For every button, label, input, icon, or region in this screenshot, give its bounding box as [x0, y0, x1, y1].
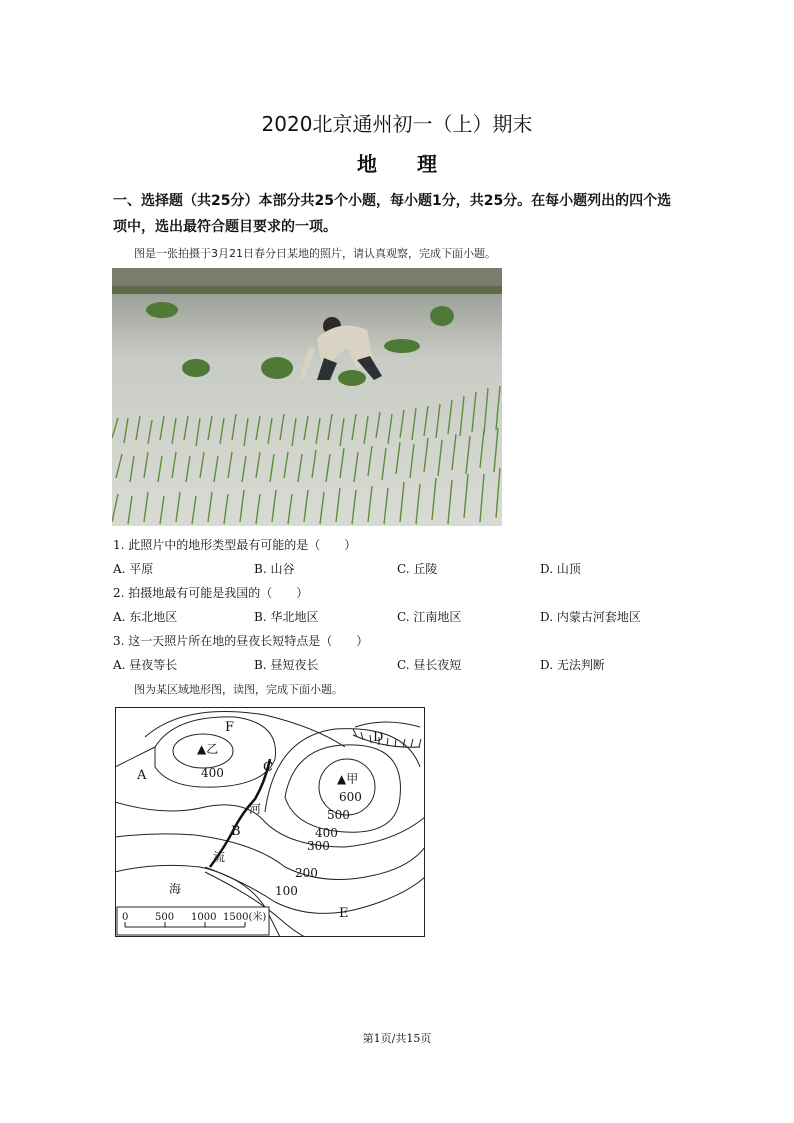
contour-label-200: 200	[295, 866, 318, 880]
map-label-c: C	[263, 760, 273, 775]
rice-paddy-photo	[112, 268, 502, 526]
question-2-stem: 2. 拍摄地最有可能是我国的（ ）	[113, 586, 309, 600]
contour-label-400: 400	[315, 826, 338, 840]
contour-label-300: 300	[307, 839, 330, 853]
contour-label-400-yi: 400	[201, 766, 224, 780]
q2-option-c: C. 江南地区	[397, 610, 462, 624]
q2-option-d: D. 内蒙古河套地区	[540, 610, 641, 624]
peak-jia-label: ▲甲	[337, 772, 359, 786]
question-1-stem: 1. 此照片中的地形类型最有可能的是（ ）	[113, 538, 357, 552]
contour-label-100: 100	[275, 884, 298, 898]
river-label-liu: 流	[213, 850, 226, 864]
scale-1000: 1000	[191, 912, 217, 923]
q3-option-d: D. 无法判断	[540, 658, 605, 672]
contour-label-600: 600	[339, 790, 362, 804]
contour-label-500: 500	[327, 808, 350, 822]
subject-title: 地 理	[357, 152, 437, 176]
map-label-a: A	[137, 768, 147, 783]
q3-option-a: A. 昼夜等长	[113, 658, 178, 672]
map-label-f: F	[225, 720, 235, 735]
intro-map: 图为某区域地形图，读图，完成下面小题。	[134, 683, 343, 696]
scale-0: 0	[122, 912, 129, 923]
topographic-map	[115, 707, 425, 937]
peak-yi-label: ▲乙	[197, 742, 219, 756]
scale-500: 500	[155, 912, 175, 923]
page-footer: 第1页/共15页	[362, 1032, 432, 1045]
q1-option-a: A. 平原	[113, 562, 154, 576]
q1-option-c: C. 丘陵	[397, 562, 438, 576]
page-title: 2020北京通州初一（上）期末	[261, 112, 533, 136]
river-label-he: 河	[249, 802, 262, 816]
q3-option-c: C. 昼长夜短	[397, 658, 462, 672]
q2-option-a: A. 东北地区	[113, 610, 178, 624]
scale-1500: 1500(米)	[223, 912, 267, 923]
q3-option-b: B. 昼短夜长	[254, 658, 319, 672]
map-label-b: B	[231, 824, 241, 839]
question-3-stem: 3. 这一天照片所在地的昼夜长短特点是（ ）	[113, 634, 369, 648]
map-label-e: E	[339, 906, 349, 921]
sea-label: 海	[169, 882, 182, 896]
map-label-d: D	[373, 730, 384, 745]
q2-option-b: B. 华北地区	[254, 610, 319, 624]
section-heading: 一、选择题（共25分）本部分共25个小题，每小题1分，共25分。在每小题列出的四个选项中，选出最符合题目要求的一项。	[113, 193, 672, 235]
q1-option-d: D. 山顶	[540, 562, 581, 576]
q1-option-b: B. 山谷	[254, 562, 295, 576]
intro-photo: 图是一张拍摄于3月21日春分日某地的照片，请认真观察，完成下面小题。	[134, 247, 496, 260]
